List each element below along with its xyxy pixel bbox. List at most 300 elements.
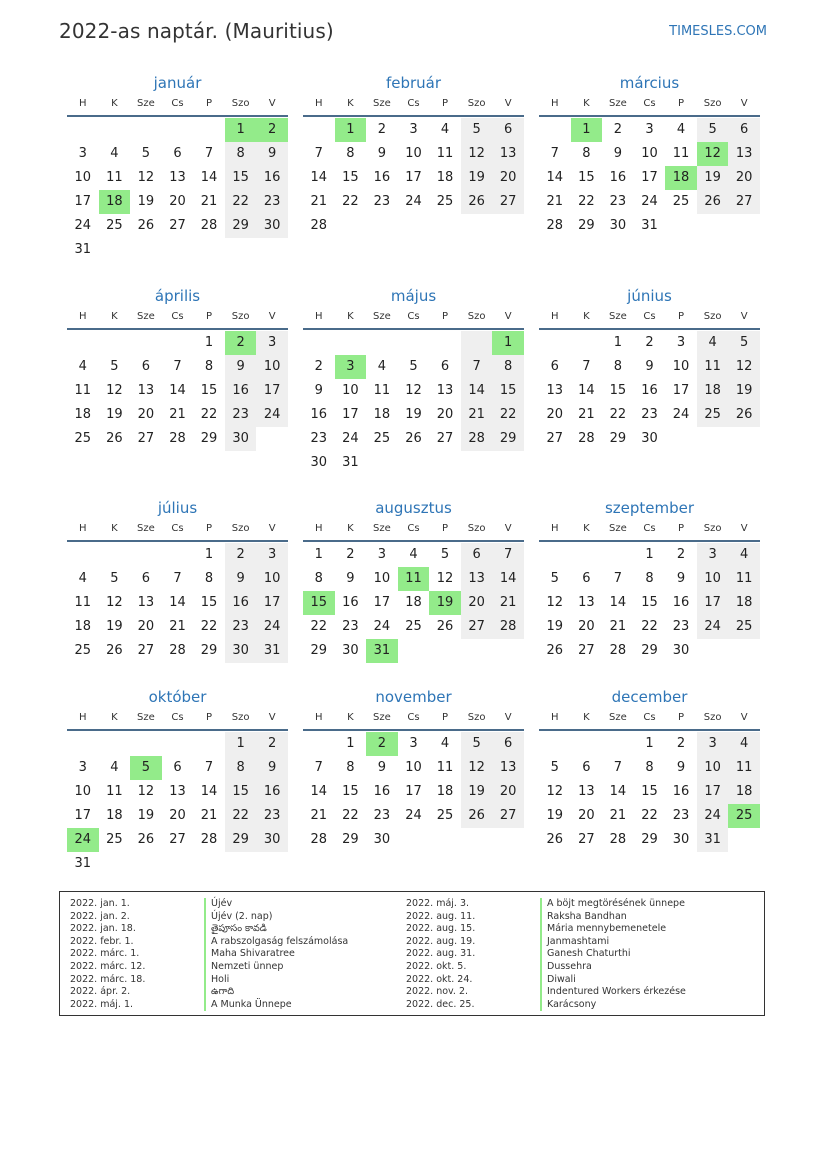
day-cell[interactable]: 15 — [200, 383, 218, 398]
day-cell[interactable]: 15 — [492, 379, 524, 403]
day-cell[interactable]: 27 — [461, 615, 493, 639]
day-cell[interactable]: 8 — [613, 359, 623, 374]
holiday-day-cell[interactable]: 2 — [256, 118, 288, 142]
day-cell[interactable]: 22 — [492, 403, 524, 427]
day-cell[interactable]: 2 — [314, 359, 323, 374]
day-cell[interactable]: 14 — [492, 567, 524, 591]
day-cell[interactable]: 29 — [492, 427, 524, 451]
day-cell[interactable]: 20 — [169, 808, 186, 823]
day-cell[interactable]: 16 — [373, 784, 391, 799]
day-cell[interactable]: 7 — [204, 146, 214, 161]
day-cell[interactable]: 6 — [173, 760, 182, 775]
day-cell[interactable]: 5 — [728, 331, 760, 355]
holiday-day-cell[interactable]: 1 — [225, 118, 257, 142]
day-cell[interactable]: 12 — [405, 383, 422, 398]
day-cell[interactable]: 4 — [78, 359, 87, 374]
day-cell[interactable]: 20 — [461, 591, 493, 615]
day-cell[interactable]: 21 — [169, 407, 186, 422]
day-cell[interactable]: 12 — [137, 784, 155, 799]
day-cell[interactable]: 3 — [256, 543, 288, 567]
day-cell[interactable]: 6 — [141, 359, 151, 374]
day-cell[interactable]: 23 — [373, 194, 391, 209]
day-cell[interactable]: 13 — [461, 567, 493, 591]
day-cell[interactable]: 13 — [578, 784, 595, 799]
day-cell[interactable]: 10 — [697, 756, 729, 780]
day-cell[interactable]: 3 — [78, 146, 87, 161]
day-cell[interactable]: 22 — [200, 407, 218, 422]
day-cell[interactable]: 9 — [645, 359, 654, 374]
day-cell[interactable]: 21 — [200, 808, 218, 823]
day-cell[interactable]: 17 — [74, 808, 92, 823]
day-cell[interactable]: 25 — [697, 403, 729, 427]
holiday-day-cell[interactable]: 2 — [225, 331, 257, 355]
day-cell[interactable]: 13 — [137, 383, 155, 398]
day-cell[interactable]: 3 — [676, 335, 686, 350]
day-cell[interactable]: 21 — [310, 194, 328, 209]
day-cell[interactable]: 27 — [137, 431, 155, 446]
day-cell[interactable]: 9 — [256, 756, 288, 780]
day-cell[interactable]: 7 — [204, 760, 214, 775]
day-cell[interactable]: 15 — [641, 784, 658, 799]
day-cell[interactable]: 23 — [373, 808, 391, 823]
day-cell[interactable]: 25 — [436, 194, 454, 209]
holiday-day-cell[interactable]: 3 — [335, 355, 367, 379]
day-cell[interactable]: 5 — [550, 571, 559, 586]
day-cell[interactable]: 21 — [461, 403, 493, 427]
day-cell[interactable]: 19 — [106, 407, 123, 422]
day-cell[interactable]: 20 — [492, 166, 524, 190]
day-cell[interactable]: 3 — [78, 760, 87, 775]
day-cell[interactable]: 25 — [436, 808, 454, 823]
day-cell[interactable]: 18 — [74, 407, 92, 422]
day-cell[interactable]: 29 — [641, 643, 658, 658]
day-cell[interactable]: 26 — [137, 218, 155, 233]
day-cell[interactable]: 17 — [74, 194, 92, 209]
day-cell[interactable]: 10 — [672, 359, 690, 374]
day-cell[interactable]: 3 — [377, 547, 387, 562]
day-cell[interactable]: 9 — [225, 355, 257, 379]
day-cell[interactable]: 26 — [405, 431, 422, 446]
day-cell[interactable]: 19 — [546, 619, 564, 634]
day-cell[interactable]: 26 — [137, 832, 155, 847]
day-cell[interactable]: 13 — [492, 142, 524, 166]
day-cell[interactable]: 22 — [342, 194, 359, 209]
day-cell[interactable]: 26 — [546, 832, 564, 847]
day-cell[interactable]: 1 — [346, 736, 355, 751]
day-cell[interactable]: 19 — [728, 379, 760, 403]
holiday-day-cell[interactable]: 1 — [335, 118, 367, 142]
day-cell[interactable]: 15 — [225, 780, 257, 804]
day-cell[interactable]: 8 — [225, 142, 257, 166]
day-cell[interactable]: 23 — [609, 194, 627, 209]
day-cell[interactable]: 22 — [342, 808, 359, 823]
day-cell[interactable]: 20 — [492, 780, 524, 804]
day-cell[interactable]: 1 — [645, 547, 654, 562]
day-cell[interactable]: 21 — [492, 591, 524, 615]
day-cell[interactable]: 4 — [728, 543, 760, 567]
holiday-day-cell[interactable]: 31 — [366, 639, 398, 663]
day-cell[interactable]: 17 — [405, 784, 422, 799]
day-cell[interactable]: 5 — [697, 118, 729, 142]
day-cell[interactable]: 6 — [440, 359, 450, 374]
day-cell[interactable]: 3 — [409, 736, 418, 751]
day-cell[interactable]: 7 — [461, 355, 493, 379]
day-cell[interactable]: 10 — [697, 567, 729, 591]
day-cell[interactable]: 8 — [204, 359, 214, 374]
day-cell[interactable]: 22 — [641, 619, 658, 634]
day-cell[interactable]: 28 — [169, 431, 186, 446]
day-cell[interactable]: 28 — [200, 832, 218, 847]
day-cell[interactable]: 15 — [641, 595, 658, 610]
holiday-day-cell[interactable]: 2 — [366, 732, 398, 756]
day-cell[interactable]: 27 — [578, 832, 595, 847]
day-cell[interactable]: 28 — [200, 218, 218, 233]
day-cell[interactable]: 31 — [342, 455, 359, 470]
day-cell[interactable]: 7 — [550, 146, 559, 161]
day-cell[interactable]: 18 — [728, 591, 760, 615]
holiday-day-cell[interactable]: 1 — [492, 331, 524, 355]
day-cell[interactable]: 13 — [169, 784, 186, 799]
day-cell[interactable]: 28 — [578, 431, 595, 446]
day-cell[interactable]: 14 — [461, 379, 493, 403]
day-cell[interactable]: 12 — [106, 383, 123, 398]
day-cell[interactable]: 9 — [377, 760, 387, 775]
day-cell[interactable]: 1 — [204, 547, 214, 562]
day-cell[interactable]: 16 — [641, 383, 658, 398]
day-cell[interactable]: 30 — [342, 643, 359, 658]
day-cell[interactable]: 7 — [613, 760, 623, 775]
day-cell[interactable]: 26 — [461, 804, 493, 828]
day-cell[interactable]: 22 — [641, 808, 658, 823]
day-cell[interactable]: 20 — [728, 166, 760, 190]
day-cell[interactable]: 20 — [578, 619, 595, 634]
day-cell[interactable]: 2 — [676, 547, 686, 562]
day-cell[interactable]: 2 — [256, 732, 288, 756]
day-cell[interactable]: 26 — [461, 190, 493, 214]
holiday-day-cell[interactable]: 18 — [99, 190, 131, 214]
day-cell[interactable]: 10 — [74, 170, 92, 185]
day-cell[interactable]: 7 — [582, 359, 591, 374]
day-cell[interactable]: 5 — [409, 359, 418, 374]
day-cell[interactable]: 9 — [314, 383, 323, 398]
day-cell[interactable]: 7 — [492, 543, 524, 567]
day-cell[interactable]: 29 — [578, 218, 595, 233]
day-cell[interactable]: 11 — [74, 595, 92, 610]
day-cell[interactable]: 16 — [225, 591, 257, 615]
day-cell[interactable]: 10 — [342, 383, 359, 398]
day-cell[interactable]: 13 — [169, 170, 186, 185]
day-cell[interactable]: 10 — [373, 571, 391, 586]
day-cell[interactable]: 26 — [728, 403, 760, 427]
day-cell[interactable]: 6 — [173, 146, 182, 161]
day-cell[interactable]: 8 — [346, 760, 355, 775]
day-cell[interactable]: 19 — [461, 780, 493, 804]
day-cell[interactable]: 24 — [697, 615, 729, 639]
day-cell[interactable]: 21 — [169, 619, 186, 634]
day-cell[interactable]: 5 — [110, 571, 119, 586]
day-cell[interactable]: 5 — [461, 118, 493, 142]
day-cell[interactable]: 30 — [225, 639, 257, 663]
day-cell[interactable]: 15 — [225, 166, 257, 190]
day-cell[interactable]: 27 — [492, 190, 524, 214]
day-cell[interactable]: 14 — [546, 170, 564, 185]
day-cell[interactable]: 1 — [314, 547, 323, 562]
day-cell[interactable]: 6 — [461, 543, 493, 567]
day-cell[interactable]: 21 — [609, 808, 627, 823]
day-cell[interactable]: 19 — [546, 808, 564, 823]
day-cell[interactable]: 21 — [609, 619, 627, 634]
day-cell[interactable]: 27 — [546, 431, 564, 446]
day-cell[interactable]: 14 — [169, 595, 186, 610]
day-cell[interactable]: 28 — [546, 218, 564, 233]
day-cell[interactable]: 18 — [373, 407, 391, 422]
day-cell[interactable]: 20 — [578, 808, 595, 823]
day-cell[interactable]: 30 — [609, 218, 627, 233]
day-cell[interactable]: 12 — [137, 170, 155, 185]
day-cell[interactable]: 7 — [314, 760, 323, 775]
day-cell[interactable]: 8 — [346, 146, 355, 161]
day-cell[interactable]: 13 — [728, 142, 760, 166]
day-cell[interactable]: 28 — [609, 832, 627, 847]
day-cell[interactable]: 15 — [609, 383, 627, 398]
day-cell[interactable]: 16 — [310, 407, 328, 422]
day-cell[interactable]: 8 — [314, 571, 323, 586]
day-cell[interactable]: 30 — [256, 828, 288, 852]
day-cell[interactable]: 10 — [256, 567, 288, 591]
day-cell[interactable]: 27 — [169, 218, 186, 233]
day-cell[interactable]: 25 — [74, 431, 92, 446]
day-cell[interactable]: 30 — [672, 643, 690, 658]
day-cell[interactable]: 25 — [106, 832, 123, 847]
day-cell[interactable]: 11 — [74, 383, 92, 398]
day-cell[interactable]: 8 — [225, 756, 257, 780]
day-cell[interactable]: 31 — [74, 856, 92, 871]
day-cell[interactable]: 15 — [578, 170, 595, 185]
day-cell[interactable]: 15 — [342, 784, 359, 799]
day-cell[interactable]: 26 — [546, 643, 564, 658]
day-cell[interactable]: 31 — [697, 828, 729, 852]
day-cell[interactable]: 26 — [436, 619, 454, 634]
day-cell[interactable]: 17 — [405, 170, 422, 185]
day-cell[interactable]: 22 — [310, 619, 328, 634]
day-cell[interactable]: 17 — [256, 379, 288, 403]
day-cell[interactable]: 18 — [74, 619, 92, 634]
day-cell[interactable]: 14 — [609, 595, 627, 610]
day-cell[interactable]: 2 — [613, 122, 623, 137]
day-cell[interactable]: 9 — [676, 760, 686, 775]
day-cell[interactable]: 21 — [200, 194, 218, 209]
day-cell[interactable]: 9 — [377, 146, 387, 161]
day-cell[interactable]: 21 — [310, 808, 328, 823]
day-cell[interactable]: 24 — [697, 804, 729, 828]
day-cell[interactable]: 25 — [728, 615, 760, 639]
day-cell[interactable]: 4 — [728, 732, 760, 756]
day-cell[interactable]: 17 — [672, 383, 690, 398]
day-cell[interactable]: 16 — [672, 784, 690, 799]
day-cell[interactable]: 25 — [74, 643, 92, 658]
day-cell[interactable]: 20 — [546, 407, 564, 422]
day-cell[interactable]: 11 — [373, 383, 391, 398]
holiday-day-cell[interactable]: 19 — [429, 591, 461, 615]
day-cell[interactable]: 14 — [578, 383, 595, 398]
day-cell[interactable]: 13 — [546, 383, 564, 398]
day-cell[interactable]: 25 — [373, 431, 391, 446]
day-cell[interactable]: 24 — [641, 194, 658, 209]
day-cell[interactable]: 18 — [697, 379, 729, 403]
day-cell[interactable]: 30 — [310, 455, 328, 470]
day-cell[interactable]: 16 — [609, 170, 627, 185]
day-cell[interactable]: 23 — [342, 619, 359, 634]
day-cell[interactable]: 9 — [225, 567, 257, 591]
day-cell[interactable]: 5 — [110, 359, 119, 374]
day-cell[interactable]: 29 — [609, 431, 627, 446]
day-cell[interactable]: 19 — [697, 166, 729, 190]
day-cell[interactable]: 6 — [582, 760, 591, 775]
holiday-day-cell[interactable]: 5 — [130, 756, 162, 780]
day-cell[interactable]: 16 — [256, 780, 288, 804]
day-cell[interactable]: 19 — [137, 194, 155, 209]
day-cell[interactable]: 27 — [436, 431, 454, 446]
day-cell[interactable]: 16 — [373, 170, 391, 185]
day-cell[interactable]: 1 — [613, 335, 623, 350]
day-cell[interactable]: 11 — [728, 756, 760, 780]
day-cell[interactable]: 23 — [641, 407, 658, 422]
day-cell[interactable]: 18 — [405, 595, 422, 610]
day-cell[interactable]: 5 — [440, 547, 450, 562]
day-cell[interactable]: 29 — [225, 214, 257, 238]
day-cell[interactable]: 14 — [310, 784, 328, 799]
day-cell[interactable]: 16 — [342, 595, 359, 610]
day-cell[interactable]: 4 — [110, 760, 119, 775]
day-cell[interactable]: 28 — [310, 218, 328, 233]
day-cell[interactable]: 8 — [492, 355, 524, 379]
day-cell[interactable]: 18 — [106, 808, 123, 823]
day-cell[interactable]: 9 — [676, 571, 686, 586]
day-cell[interactable]: 2 — [377, 122, 387, 137]
day-cell[interactable]: 15 — [200, 595, 218, 610]
day-cell[interactable]: 18 — [728, 780, 760, 804]
day-cell[interactable]: 23 — [310, 431, 328, 446]
day-cell[interactable]: 29 — [342, 832, 359, 847]
day-cell[interactable]: 8 — [645, 760, 654, 775]
day-cell[interactable]: 15 — [342, 170, 359, 185]
day-cell[interactable]: 25 — [405, 619, 422, 634]
day-cell[interactable]: 11 — [106, 170, 123, 185]
day-cell[interactable]: 3 — [409, 122, 418, 137]
day-cell[interactable]: 5 — [461, 732, 493, 756]
day-cell[interactable]: 2 — [225, 543, 257, 567]
day-cell[interactable]: 12 — [461, 756, 493, 780]
day-cell[interactable]: 11 — [436, 146, 454, 161]
day-cell[interactable]: 24 — [672, 407, 690, 422]
day-cell[interactable]: 7 — [314, 146, 323, 161]
day-cell[interactable]: 31 — [256, 639, 288, 663]
day-cell[interactable]: 4 — [676, 122, 686, 137]
day-cell[interactable]: 20 — [137, 407, 155, 422]
day-cell[interactable]: 16 — [256, 166, 288, 190]
day-cell[interactable]: 23 — [225, 615, 257, 639]
day-cell[interactable]: 7 — [173, 571, 182, 586]
day-cell[interactable]: 29 — [641, 832, 658, 847]
brand-link[interactable]: TIMESLES.COM — [669, 24, 767, 39]
day-cell[interactable]: 26 — [106, 643, 123, 658]
day-cell[interactable]: 19 — [461, 166, 493, 190]
day-cell[interactable]: 6 — [141, 571, 151, 586]
day-cell[interactable]: 5 — [550, 760, 559, 775]
day-cell[interactable]: 31 — [641, 218, 658, 233]
day-cell[interactable]: 6 — [492, 118, 524, 142]
day-cell[interactable]: 1 — [225, 732, 257, 756]
day-cell[interactable]: 14 — [169, 383, 186, 398]
day-cell[interactable]: 24 — [405, 194, 422, 209]
day-cell[interactable]: 28 — [609, 643, 627, 658]
holiday-day-cell[interactable]: 11 — [398, 567, 430, 591]
day-cell[interactable]: 6 — [582, 571, 591, 586]
day-cell[interactable]: 24 — [405, 808, 422, 823]
day-cell[interactable]: 8 — [582, 146, 591, 161]
day-cell[interactable]: 17 — [697, 591, 729, 615]
day-cell[interactable]: 30 — [373, 832, 391, 847]
day-cell[interactable]: 14 — [200, 784, 218, 799]
day-cell[interactable]: 14 — [609, 784, 627, 799]
day-cell[interactable]: 3 — [256, 331, 288, 355]
day-cell[interactable]: 6 — [492, 732, 524, 756]
day-cell[interactable]: 4 — [377, 359, 387, 374]
day-cell[interactable]: 17 — [256, 591, 288, 615]
day-cell[interactable]: 30 — [256, 214, 288, 238]
day-cell[interactable]: 12 — [546, 595, 564, 610]
day-cell[interactable]: 27 — [492, 804, 524, 828]
day-cell[interactable]: 22 — [225, 190, 257, 214]
holiday-day-cell[interactable]: 15 — [303, 591, 335, 615]
day-cell[interactable]: 24 — [74, 218, 92, 233]
day-cell[interactable]: 1 — [204, 335, 214, 350]
day-cell[interactable]: 23 — [256, 190, 288, 214]
day-cell[interactable]: 17 — [641, 170, 658, 185]
day-cell[interactable]: 6 — [550, 359, 559, 374]
day-cell[interactable]: 22 — [225, 804, 257, 828]
holiday-day-cell[interactable]: 12 — [697, 142, 729, 166]
day-cell[interactable]: 7 — [173, 359, 182, 374]
day-cell[interactable]: 8 — [645, 571, 654, 586]
day-cell[interactable]: 31 — [74, 242, 92, 257]
day-cell[interactable]: 16 — [672, 595, 690, 610]
holiday-day-cell[interactable]: 25 — [728, 804, 760, 828]
day-cell[interactable]: 3 — [697, 732, 729, 756]
day-cell[interactable]: 4 — [440, 122, 450, 137]
day-cell[interactable]: 14 — [310, 170, 328, 185]
day-cell[interactable]: 27 — [578, 643, 595, 658]
day-cell[interactable]: 30 — [672, 832, 690, 847]
day-cell[interactable]: 4 — [697, 331, 729, 355]
day-cell[interactable]: 29 — [200, 643, 218, 658]
day-cell[interactable]: 29 — [225, 828, 257, 852]
day-cell[interactable]: 3 — [697, 543, 729, 567]
day-cell[interactable]: 28 — [169, 643, 186, 658]
day-cell[interactable]: 30 — [641, 431, 658, 446]
day-cell[interactable]: 10 — [405, 760, 422, 775]
day-cell[interactable]: 12 — [436, 571, 454, 586]
day-cell[interactable]: 2 — [676, 736, 686, 751]
day-cell[interactable]: 19 — [106, 619, 123, 634]
day-cell[interactable]: 19 — [137, 808, 155, 823]
day-cell[interactable]: 25 — [106, 218, 123, 233]
day-cell[interactable]: 3 — [645, 122, 654, 137]
day-cell[interactable]: 13 — [436, 383, 454, 398]
holiday-day-cell[interactable]: 1 — [571, 118, 603, 142]
day-cell[interactable]: 17 — [373, 595, 391, 610]
day-cell[interactable]: 21 — [578, 407, 595, 422]
